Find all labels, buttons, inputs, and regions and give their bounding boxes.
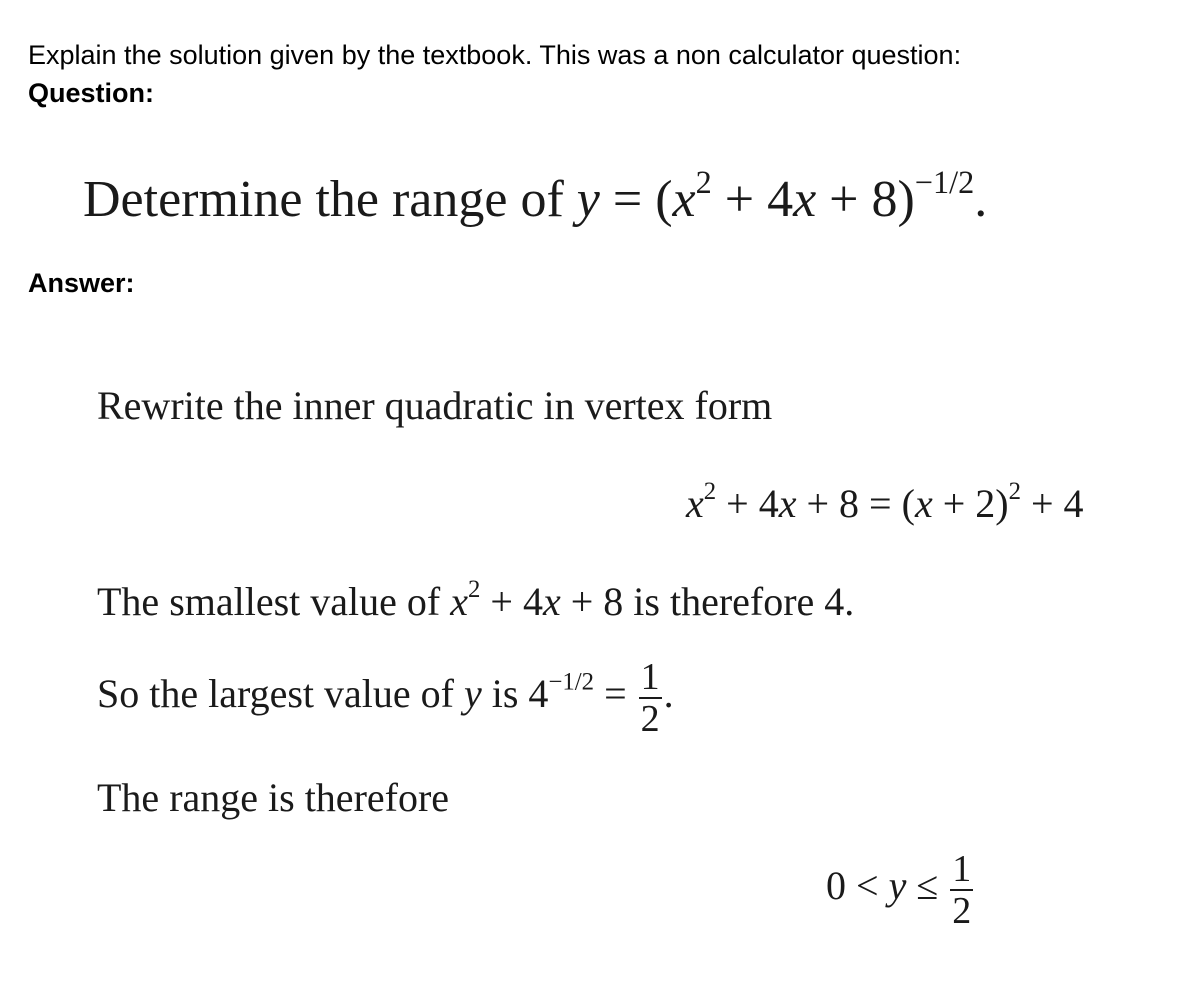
question-statement: Determine the range of $y = (x^2 + 4x + 8)^{-1/2}$. [83,163,988,228]
step-largest-value: So the largest value of y is $4^{-1/2}$ = $\frac{1}{2}$ . [97,656,674,740]
intro-text: Explain the solution given by the textbook. This was a non calculator question: [28,40,962,70]
step-range-text: The range is therefore [97,775,450,820]
answer-label: Answer: [28,268,135,298]
vertex-form-equation: $x^2 + 4x + 8 = (x + 2)^2 + 4$ [686,478,1084,526]
step-vertex-form-text: Rewrite the inner quadratic in vertex form [97,383,773,428]
question-label: Question: [28,78,154,108]
fraction-one-half: $\frac{1}{2}$ [640,656,660,740]
range-fraction: $\frac{1}{2}$ [952,848,972,932]
range-inequality: 0 < y ≤ $\frac{1}{2}$ [826,848,972,932]
step-smallest-value: The smallest value of $x^2 + 4x + 8$ is therefore 4. [97,576,855,624]
